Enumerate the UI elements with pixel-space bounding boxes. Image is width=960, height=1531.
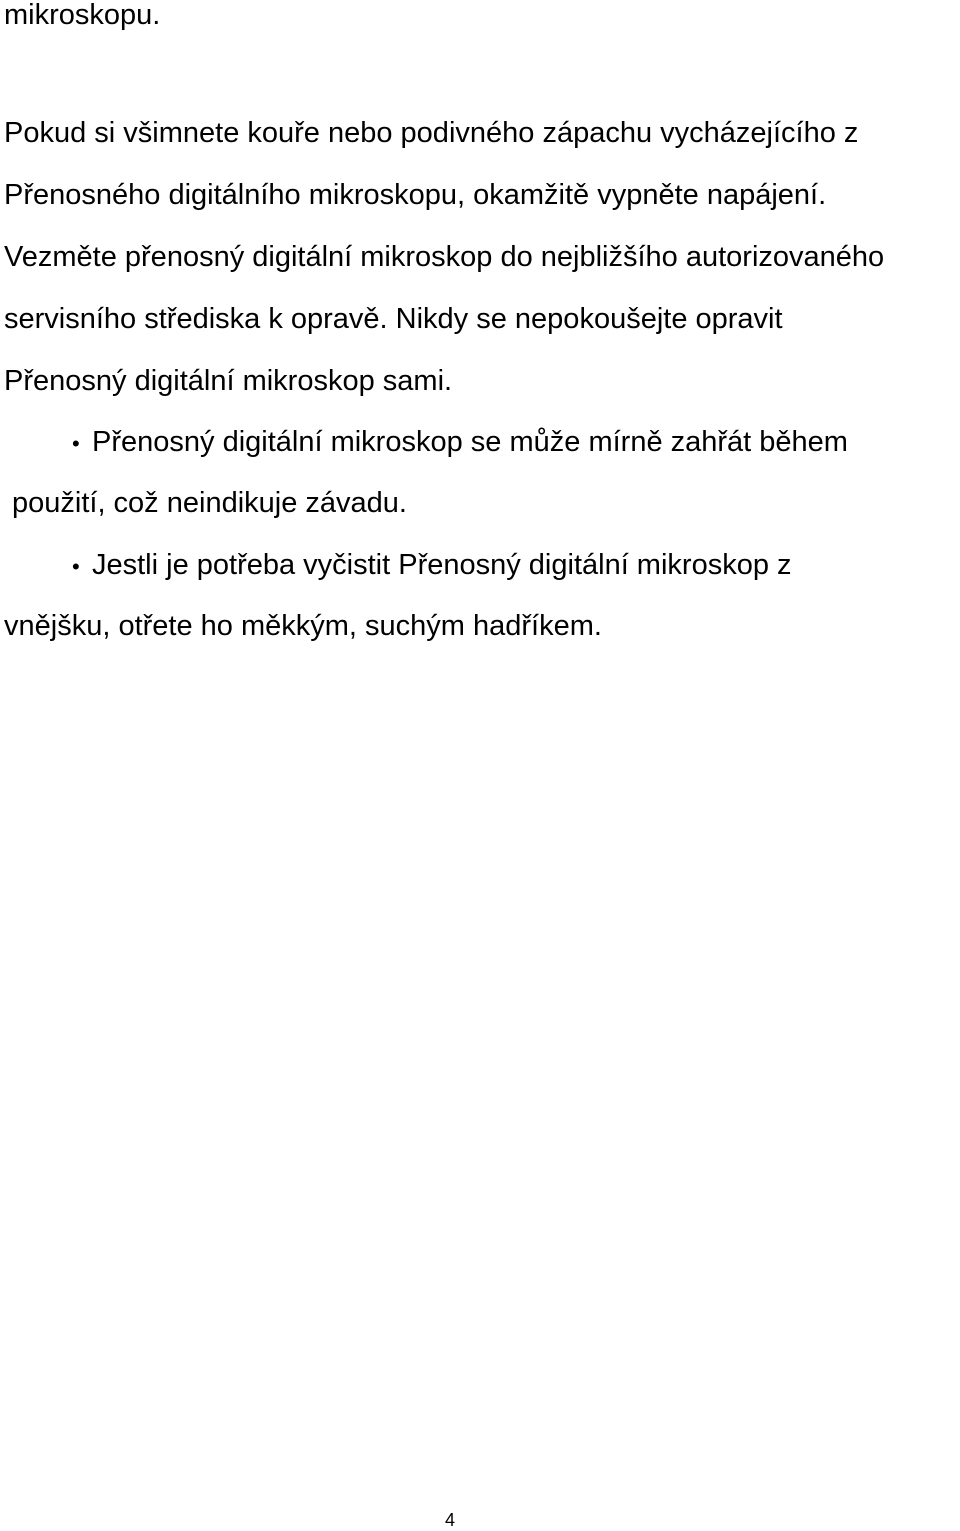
bullet-item-2-text: Jestli je potřeba vyčistit Přenosný digitální mikroskop z [92, 549, 792, 581]
text-line-3: Přenosného digitálního mikroskopu, okamžitě vypněte napájení. [4, 179, 827, 211]
text-line-2: Pokud si všimnete kouře nebo podivného zápachu vycházejícího z [4, 117, 859, 149]
bullet-icon: • [72, 431, 80, 456]
text-line-1: mikroskopu. [4, 0, 161, 31]
bullet-item-2-continuation: vnějšku, otřete ho měkkým, suchým hadříkem. [4, 610, 602, 642]
bullet-item-2 [72, 548, 792, 584]
bullet-item-1-text: Přenosný digitální mikroskop se může mírně zahřát během [92, 426, 848, 458]
page-number: 4 [444, 1510, 455, 1530]
text-line-6: Přenosný digitální mikroskop sami. [4, 365, 453, 397]
text-line-4: Vezměte přenosný digitální mikroskop do nejbližšího autorizovaného [4, 241, 885, 273]
bullet-item-1-continuation: použití, což neindikuje závadu. [12, 487, 407, 519]
text-line-5: servisního střediska k opravě. Nikdy se nepokoušejte opravit [4, 303, 783, 335]
bullet-icon: • [72, 554, 80, 579]
bullet-item-1 [72, 425, 848, 461]
